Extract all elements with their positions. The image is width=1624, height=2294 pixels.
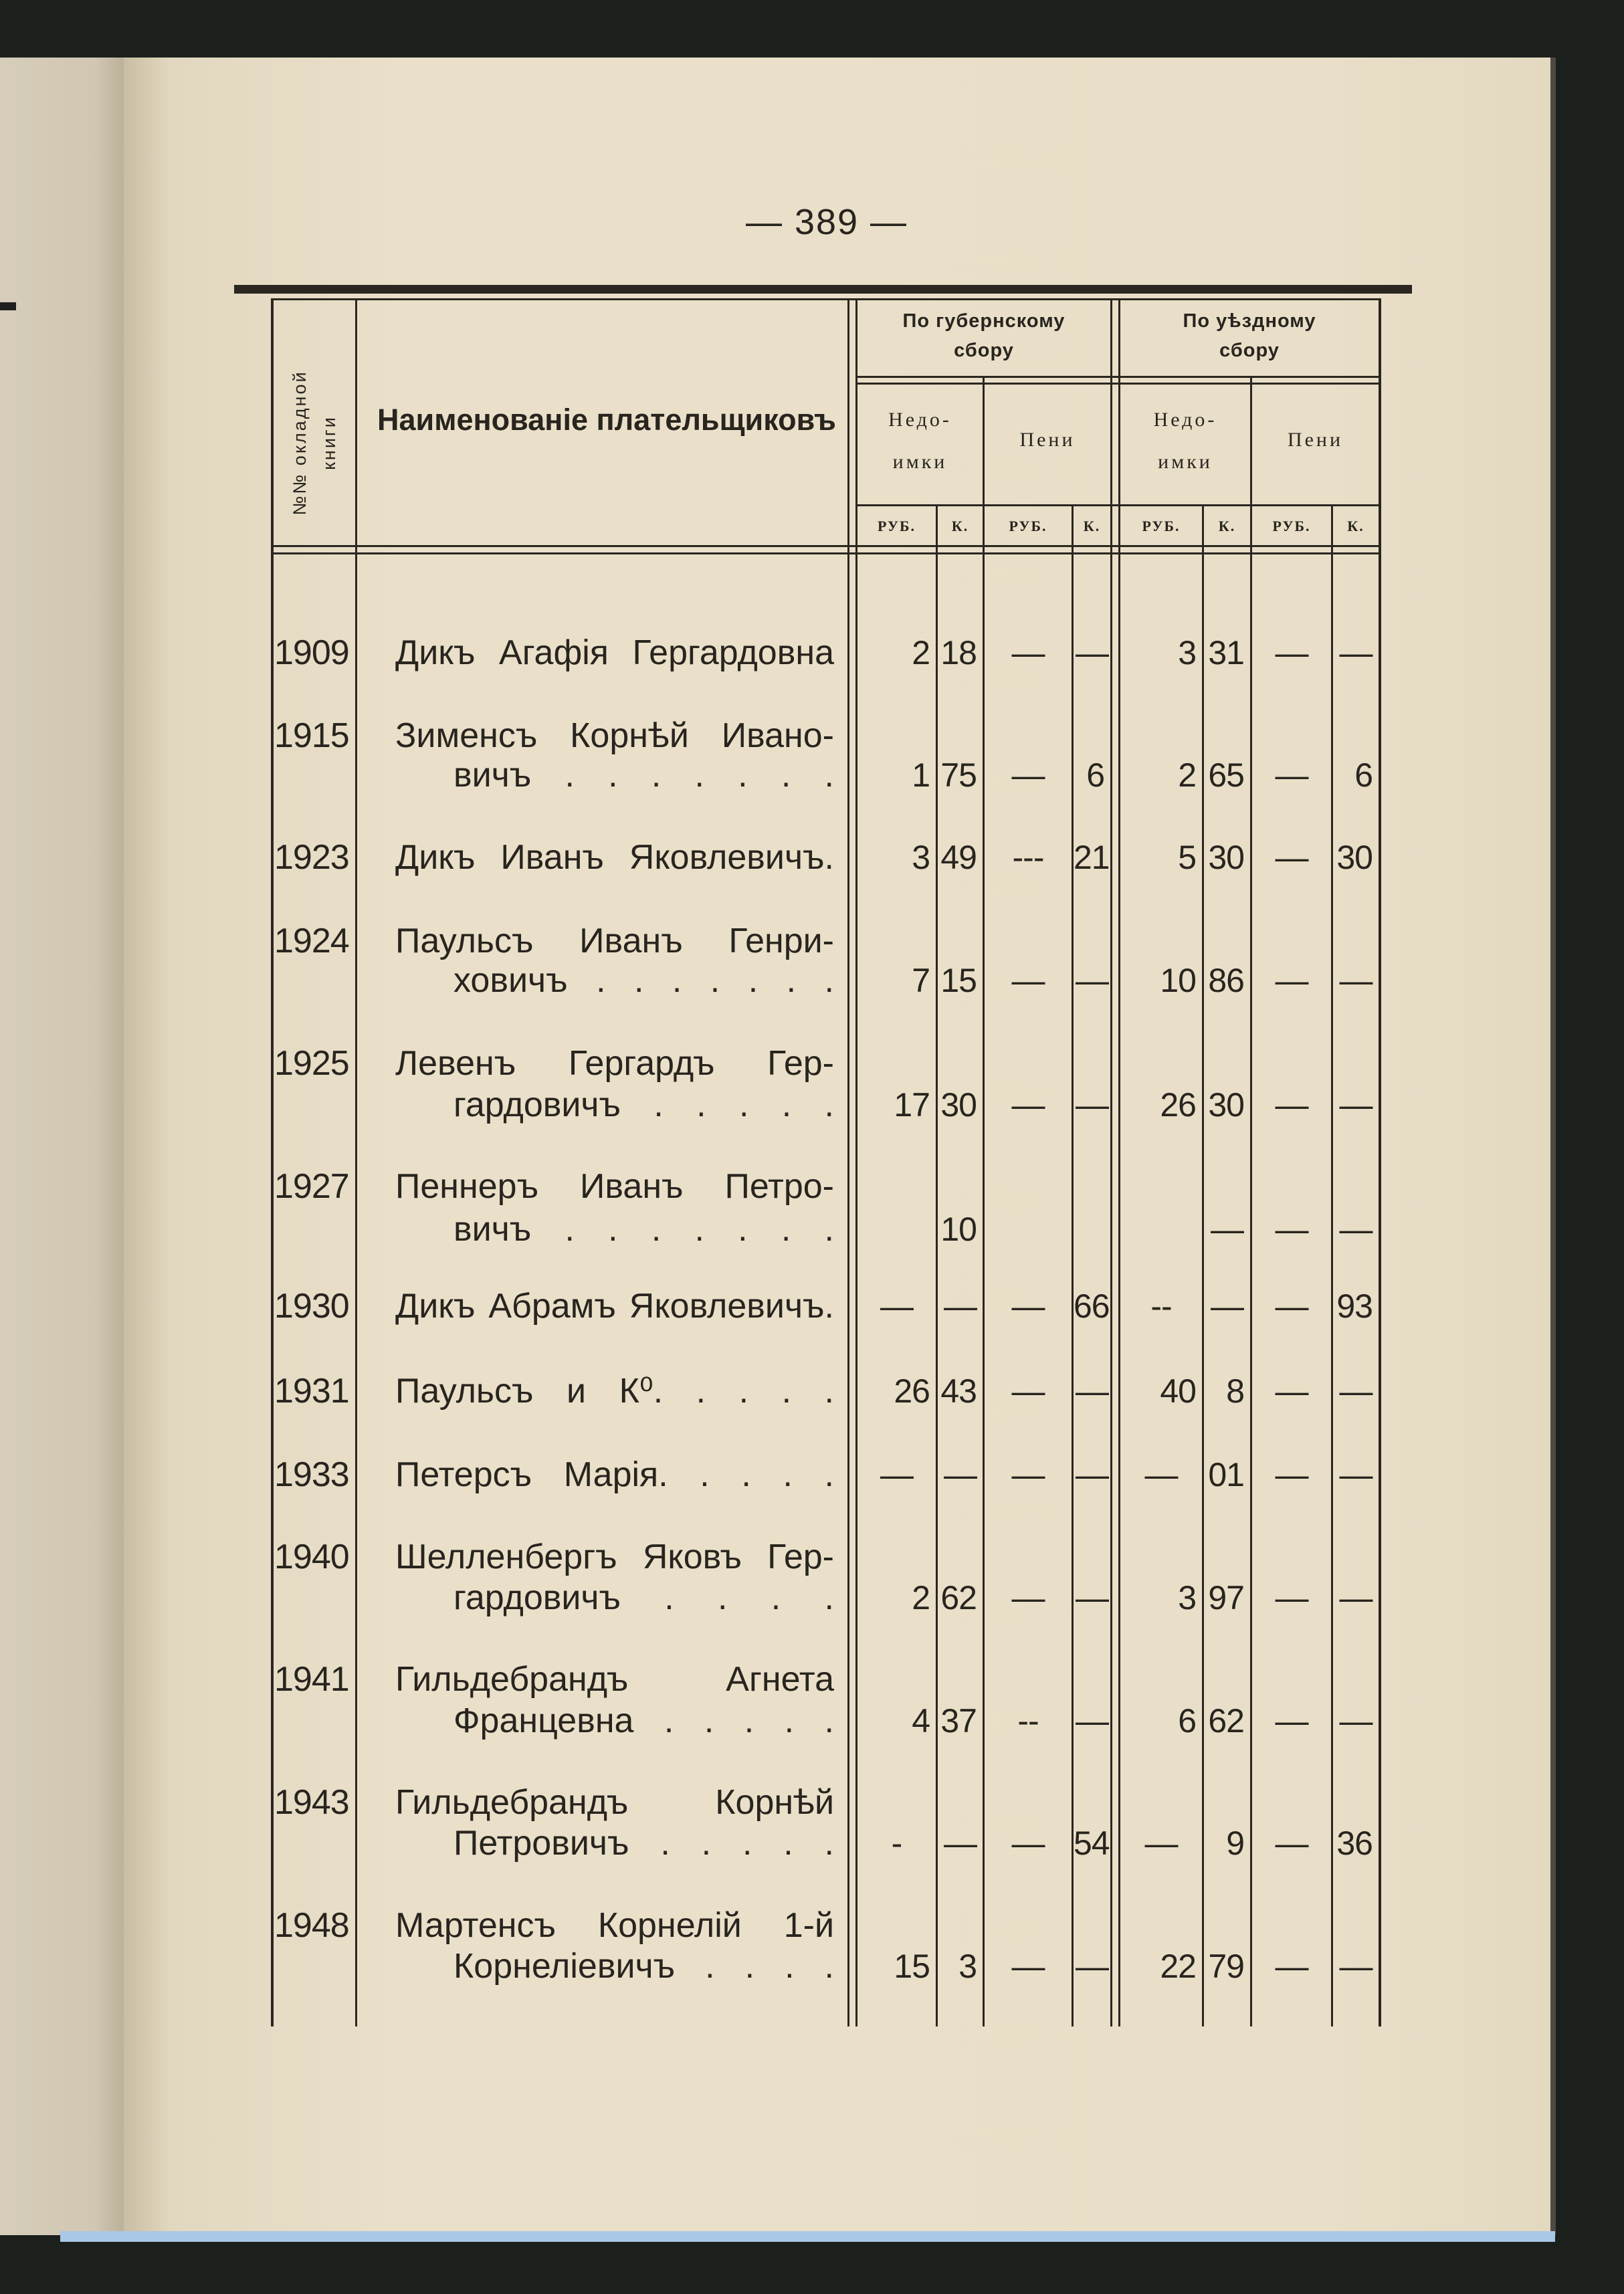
uezd-penalty-kopecks-cell: — — [1339, 962, 1373, 999]
gubernia-arrears-rubles-cell: - — [891, 1824, 902, 1862]
book-number-cell: 1927 — [274, 1167, 349, 1206]
kopecks-header: К. — [1218, 518, 1236, 534]
book-number-cell: 1915 — [274, 716, 349, 755]
book-number-cell: 1933 — [274, 1455, 349, 1494]
book-number-cell: 1925 — [274, 1044, 349, 1083]
gubernia-penalty-kopecks-cell: — — [1076, 1948, 1108, 1985]
column-rule — [1331, 505, 1333, 2026]
payer-name-line: Дикъ Агафія Гергардовна — [395, 633, 834, 672]
uezd-penalty-kopecks-cell: — — [1339, 1702, 1373, 1740]
gubernia-penalty-rubles-cell: — — [1011, 1086, 1045, 1124]
payer-name-header: Наименованіе плательщиковъ — [377, 403, 836, 437]
gubernia-penalty-kopecks-cell: 66 — [1074, 1287, 1110, 1325]
book-number-cell: 1931 — [274, 1372, 349, 1411]
payer-name-line: Петерсъ Марія. . . . . — [395, 1455, 834, 1494]
uezd-arrears-kopecks-cell: 30 — [1208, 1086, 1244, 1124]
gubernia-arrears-kopecks-cell: 18 — [940, 634, 977, 671]
gubernia-penalty-rubles-cell: — — [1011, 1824, 1045, 1862]
gubernia-arrears-rubles-cell — [857, 1209, 936, 1249]
page-edge — [1550, 58, 1556, 2235]
payer-name-line: гардовичъ . . . . — [453, 1578, 834, 1617]
gubernia-penalty-rubles-cell: — — [1011, 1456, 1045, 1493]
book-number-cell: 1941 — [274, 1660, 349, 1699]
uezd-penalty-rubles-cell: — — [1275, 1702, 1308, 1740]
arrears-header-line: имки — [892, 451, 948, 473]
uezd-arrears-kopecks-cell: 86 — [1208, 962, 1244, 999]
uezd-penalty-rubles-cell: — — [1275, 839, 1308, 876]
gubernia-arrears-kopecks-cell: — — [944, 1456, 977, 1493]
gubernia-arrears-kopecks-cell: 62 — [940, 1579, 977, 1617]
uezd-arrears-kopecks-cell: 8 — [1226, 1372, 1244, 1410]
gubernia-penalty-rubles-cell: -- — [1017, 1702, 1039, 1740]
rubles-header: РУБ. — [877, 518, 916, 534]
table-top-rule — [271, 298, 1381, 300]
uezd-penalty-kopecks-cell: — — [1339, 1948, 1373, 1985]
gubernia-fee-header — [857, 306, 1110, 365]
gubernia-penalty-kopecks-cell: 21 — [1074, 839, 1110, 876]
page-number: — 389 — — [745, 202, 908, 242]
payer-name-line: Дикъ Иванъ Яковлевичъ. — [395, 838, 834, 877]
uezd-arrears-kopecks-cell: 97 — [1208, 1579, 1244, 1617]
payer-name-line: Левенъ Гергардъ Гер- — [395, 1044, 834, 1083]
uezd-penalty-rubles-cell: — — [1275, 1948, 1308, 1985]
gubernia-penalty-kopecks-cell: — — [1076, 1372, 1108, 1410]
payer-name-line: Гильдебрандъ Агнета — [395, 1660, 834, 1699]
facing-page — [0, 58, 134, 2235]
column-rule — [1250, 377, 1252, 2026]
rubles-header: РУБ. — [1009, 518, 1047, 534]
book-number-cell: 1909 — [274, 633, 349, 672]
arrears-header-line: Недо- — [888, 409, 952, 431]
header-bottom-rule — [271, 545, 1381, 547]
payer-name-line: вичъ . . . . . . . — [453, 756, 834, 795]
gubernia-penalty-rubles-cell: — — [1011, 1287, 1045, 1325]
payer-name-line: Паульсъ и К⁰. . . . . — [395, 1372, 834, 1411]
column-rule — [1202, 505, 1204, 2026]
book-number-cell: 1930 — [274, 1287, 349, 1326]
kopecks-header: К. — [1347, 518, 1364, 534]
gubernia-arrears-rubles-cell: 7 — [912, 962, 930, 999]
uezd-penalty-rubles-cell: — — [1275, 1456, 1308, 1493]
uezd-arrears-rubles-cell: 5 — [1178, 839, 1196, 876]
rubles-header: РУБ. — [1142, 518, 1181, 534]
column-rule — [355, 298, 357, 2026]
uezd-arrears-rubles-cell: — — [1144, 1824, 1178, 1862]
gubernia-arrears-kopecks-cell: 10 — [940, 1211, 977, 1248]
gubernia-penalty-kopecks-cell: 6 — [1086, 756, 1104, 794]
book-number-header-line: книги — [319, 415, 339, 470]
gubernia-arrears-rubles-cell: 4 — [912, 1702, 930, 1740]
gubernia-arrears-kopecks-cell: 49 — [940, 839, 977, 876]
scan-strip — [60, 2231, 1555, 2242]
uezd-penalty-rubles-cell: — — [1275, 756, 1308, 794]
book-number-cell: 1940 — [274, 1538, 349, 1576]
gubernia-arrears-rubles-cell: 26 — [894, 1372, 930, 1410]
uezd-arrears-rubles-cell: 22 — [1160, 1948, 1196, 1985]
column-rule — [936, 505, 938, 2026]
payer-name-line: гардовичъ . . . . . — [453, 1085, 834, 1124]
header-bottom-rule — [271, 552, 1381, 554]
book-number-header-line: №№ окладной — [290, 370, 310, 516]
column-rule — [1072, 505, 1074, 2026]
gubernia-penalty-header: Пени — [1019, 429, 1076, 451]
book-number-header — [285, 370, 344, 515]
gubernia-arrears-kopecks-cell: 3 — [958, 1948, 977, 1985]
gubernia-penalty-kopecks-cell: — — [1076, 962, 1108, 999]
book-number-cell: 1943 — [274, 1783, 349, 1822]
uezd-penalty-kopecks-cell: 36 — [1336, 1824, 1373, 1862]
uezd-penalty-rubles-cell: — — [1275, 1211, 1308, 1248]
kopecks-header: К. — [1083, 518, 1101, 534]
gubernia-penalty-rubles-cell: — — [1011, 1579, 1045, 1617]
uezd-penalty-kopecks-cell: — — [1339, 1086, 1373, 1124]
gubernia-arrears-rubles-cell: 1 — [912, 756, 930, 794]
gubernia-penalty-rubles-cell: — — [1011, 1948, 1045, 1985]
uezd-arrears-rubles-cell: 2 — [1178, 756, 1196, 794]
payer-name-line: Францевна . . . . . — [453, 1701, 834, 1740]
uezd-arrears-rubles-cell: 3 — [1178, 1579, 1196, 1617]
uezd-arrears-kopecks-cell: — — [1211, 1211, 1243, 1248]
uezd-penalty-rubles-cell: — — [1275, 1086, 1308, 1124]
uezd-fee-header — [1120, 306, 1379, 365]
gubernia-arrears-kopecks-cell: 75 — [940, 756, 977, 794]
uezd-arrears-kopecks-cell: — — [1211, 1287, 1243, 1325]
uezd-arrears-kopecks-cell: 31 — [1208, 634, 1244, 671]
table-left-border — [271, 298, 274, 2026]
uezd-penalty-kopecks-cell: — — [1339, 1372, 1373, 1410]
uezd-arrears-rubles-cell: -- — [1150, 1287, 1172, 1325]
gubernia-arrears-rubles-cell: — — [880, 1456, 913, 1493]
uezd-penalty-rubles-cell: — — [1275, 1287, 1308, 1325]
uezd-arrears-rubles-cell: 40 — [1160, 1372, 1196, 1410]
table-top-thick-rule — [234, 285, 1412, 294]
column-rule — [847, 298, 849, 2026]
column-rule — [855, 298, 857, 2026]
gubernia-penalty-rubles-cell: --- — [1012, 839, 1044, 876]
uezd-arrears-kopecks-cell: 01 — [1208, 1456, 1244, 1493]
gubernia-fee-header-line: сбору — [954, 340, 1014, 361]
gubernia-arrears-rubles-cell: 2 — [912, 634, 930, 671]
uezd-fee-header-line: По уѣздному — [1183, 310, 1316, 332]
gubernia-arrears-rubles-cell: 15 — [894, 1948, 930, 1985]
kopecks-header: К. — [951, 518, 969, 534]
uezd-penalty-kopecks-cell: — — [1339, 1456, 1373, 1493]
gubernia-penalty-rubles-cell: — — [1011, 1372, 1045, 1410]
payer-name-line: Шелленбергъ Яковъ Гер- — [395, 1538, 834, 1576]
gubernia-arrears-kopecks-cell: — — [944, 1287, 977, 1325]
gubernia-arrears-rubles-cell: 17 — [894, 1086, 930, 1124]
uezd-arrears-kopecks-cell: 65 — [1208, 756, 1244, 794]
uezd-penalty-kopecks-cell: — — [1339, 1211, 1373, 1248]
arrears-header-line: Недо- — [1153, 409, 1217, 431]
arrears-header-line: имки — [1158, 451, 1213, 473]
uezd-arrears-kopecks-cell: 9 — [1226, 1824, 1244, 1862]
uezd-arrears-kopecks-cell: 79 — [1208, 1948, 1244, 1985]
uezd-penalty-kopecks-cell: 30 — [1336, 839, 1373, 876]
uezd-penalty-rubles-cell: — — [1275, 1579, 1308, 1617]
column-rule — [1118, 298, 1120, 2026]
gubernia-arrears-kopecks-cell: — — [944, 1824, 977, 1862]
rubles-header: РУБ. — [1272, 518, 1311, 534]
uezd-arrears-header — [1120, 399, 1250, 483]
payer-name-line: Петровичъ . . . . . — [453, 1824, 834, 1863]
gubernia-penalty-kopecks-cell: 54 — [1074, 1824, 1110, 1862]
column-rule — [983, 377, 985, 2026]
gubernia-arrears-rubles-cell: 2 — [912, 1579, 930, 1617]
gubernia-penalty-kopecks-cell: — — [1076, 634, 1108, 671]
gubernia-penalty-rubles-cell: — — [1011, 756, 1045, 794]
gubernia-penalty-kopecks-cell: — — [1076, 1456, 1108, 1493]
table-right-border — [1379, 298, 1381, 2026]
gubernia-arrears-kopecks-cell: 43 — [940, 1372, 977, 1410]
gubernia-penalty-rubles-cell — [985, 1209, 1072, 1249]
uezd-penalty-header: Пени — [1287, 429, 1344, 451]
uezd-arrears-rubles-cell: 3 — [1178, 634, 1196, 671]
gubernia-arrears-rubles-cell: 3 — [912, 839, 930, 876]
payer-name-line: Паульсъ Иванъ Генри- — [395, 922, 834, 960]
gubernia-penalty-kopecks-cell — [1074, 1209, 1110, 1249]
payer-name-line: вичъ . . . . . . . — [453, 1210, 834, 1249]
payer-name-line: Мартенсъ Корнелій 1-й — [395, 1906, 834, 1945]
uezd-penalty-kopecks-cell: 93 — [1336, 1287, 1373, 1325]
margin-mark — [0, 302, 16, 310]
uezd-arrears-rubles-cell — [1120, 1209, 1202, 1249]
gubernia-penalty-kopecks-cell: — — [1076, 1086, 1108, 1124]
book-number-cell: 1924 — [274, 922, 349, 960]
uezd-arrears-kopecks-cell: 30 — [1208, 839, 1244, 876]
uezd-penalty-rubles-cell: — — [1275, 1824, 1308, 1862]
gubernia-arrears-header — [857, 399, 983, 483]
uezd-arrears-rubles-cell: 10 — [1160, 962, 1196, 999]
gubernia-arrears-kopecks-cell: 37 — [940, 1702, 977, 1740]
gubernia-arrears-rubles-cell: — — [880, 1287, 913, 1325]
column-rule — [1110, 298, 1112, 2026]
gubernia-penalty-kopecks-cell: — — [1076, 1579, 1108, 1617]
uezd-penalty-kopecks-cell: — — [1339, 1579, 1373, 1617]
gubernia-fee-header-line: По губернскому — [902, 310, 1065, 332]
uezd-penalty-rubles-cell: — — [1275, 634, 1308, 671]
payer-name-line: Пеннеръ Иванъ Петро- — [395, 1167, 834, 1206]
payer-name-line: Корнеліевичъ . . . . — [453, 1947, 834, 1986]
gubernia-arrears-kopecks-cell: 15 — [940, 962, 977, 999]
book-number-cell: 1923 — [274, 838, 349, 877]
gubernia-penalty-rubles-cell: — — [1011, 634, 1045, 671]
payer-name-line: Гильдебрандъ Корнѣй — [395, 1783, 834, 1822]
uezd-arrears-rubles-cell: 26 — [1160, 1086, 1196, 1124]
payer-name-line: Дикъ Абрамъ Яковлевичъ. — [395, 1287, 834, 1326]
uezd-fee-header-line: сбору — [1219, 340, 1280, 361]
uezd-arrears-rubles-cell: 6 — [1178, 1702, 1196, 1740]
uezd-penalty-kopecks-cell: 6 — [1354, 756, 1373, 794]
uezd-arrears-kopecks-cell: 62 — [1208, 1702, 1244, 1740]
gubernia-penalty-rubles-cell: — — [1011, 962, 1045, 999]
uezd-penalty-rubles-cell: — — [1275, 962, 1308, 999]
uezd-penalty-rubles-cell: — — [1275, 1372, 1308, 1410]
uezd-penalty-kopecks-cell: — — [1339, 634, 1373, 671]
gubernia-penalty-kopecks-cell: — — [1076, 1702, 1108, 1740]
payer-name-line: Зименсъ Корнѣй Ивано- — [395, 716, 834, 755]
payer-name-line: ховичъ . . . . . . . — [453, 961, 834, 1000]
book-number-cell: 1948 — [274, 1906, 349, 1945]
uezd-arrears-rubles-cell: — — [1144, 1456, 1178, 1493]
gubernia-arrears-kopecks-cell: 30 — [940, 1086, 977, 1124]
